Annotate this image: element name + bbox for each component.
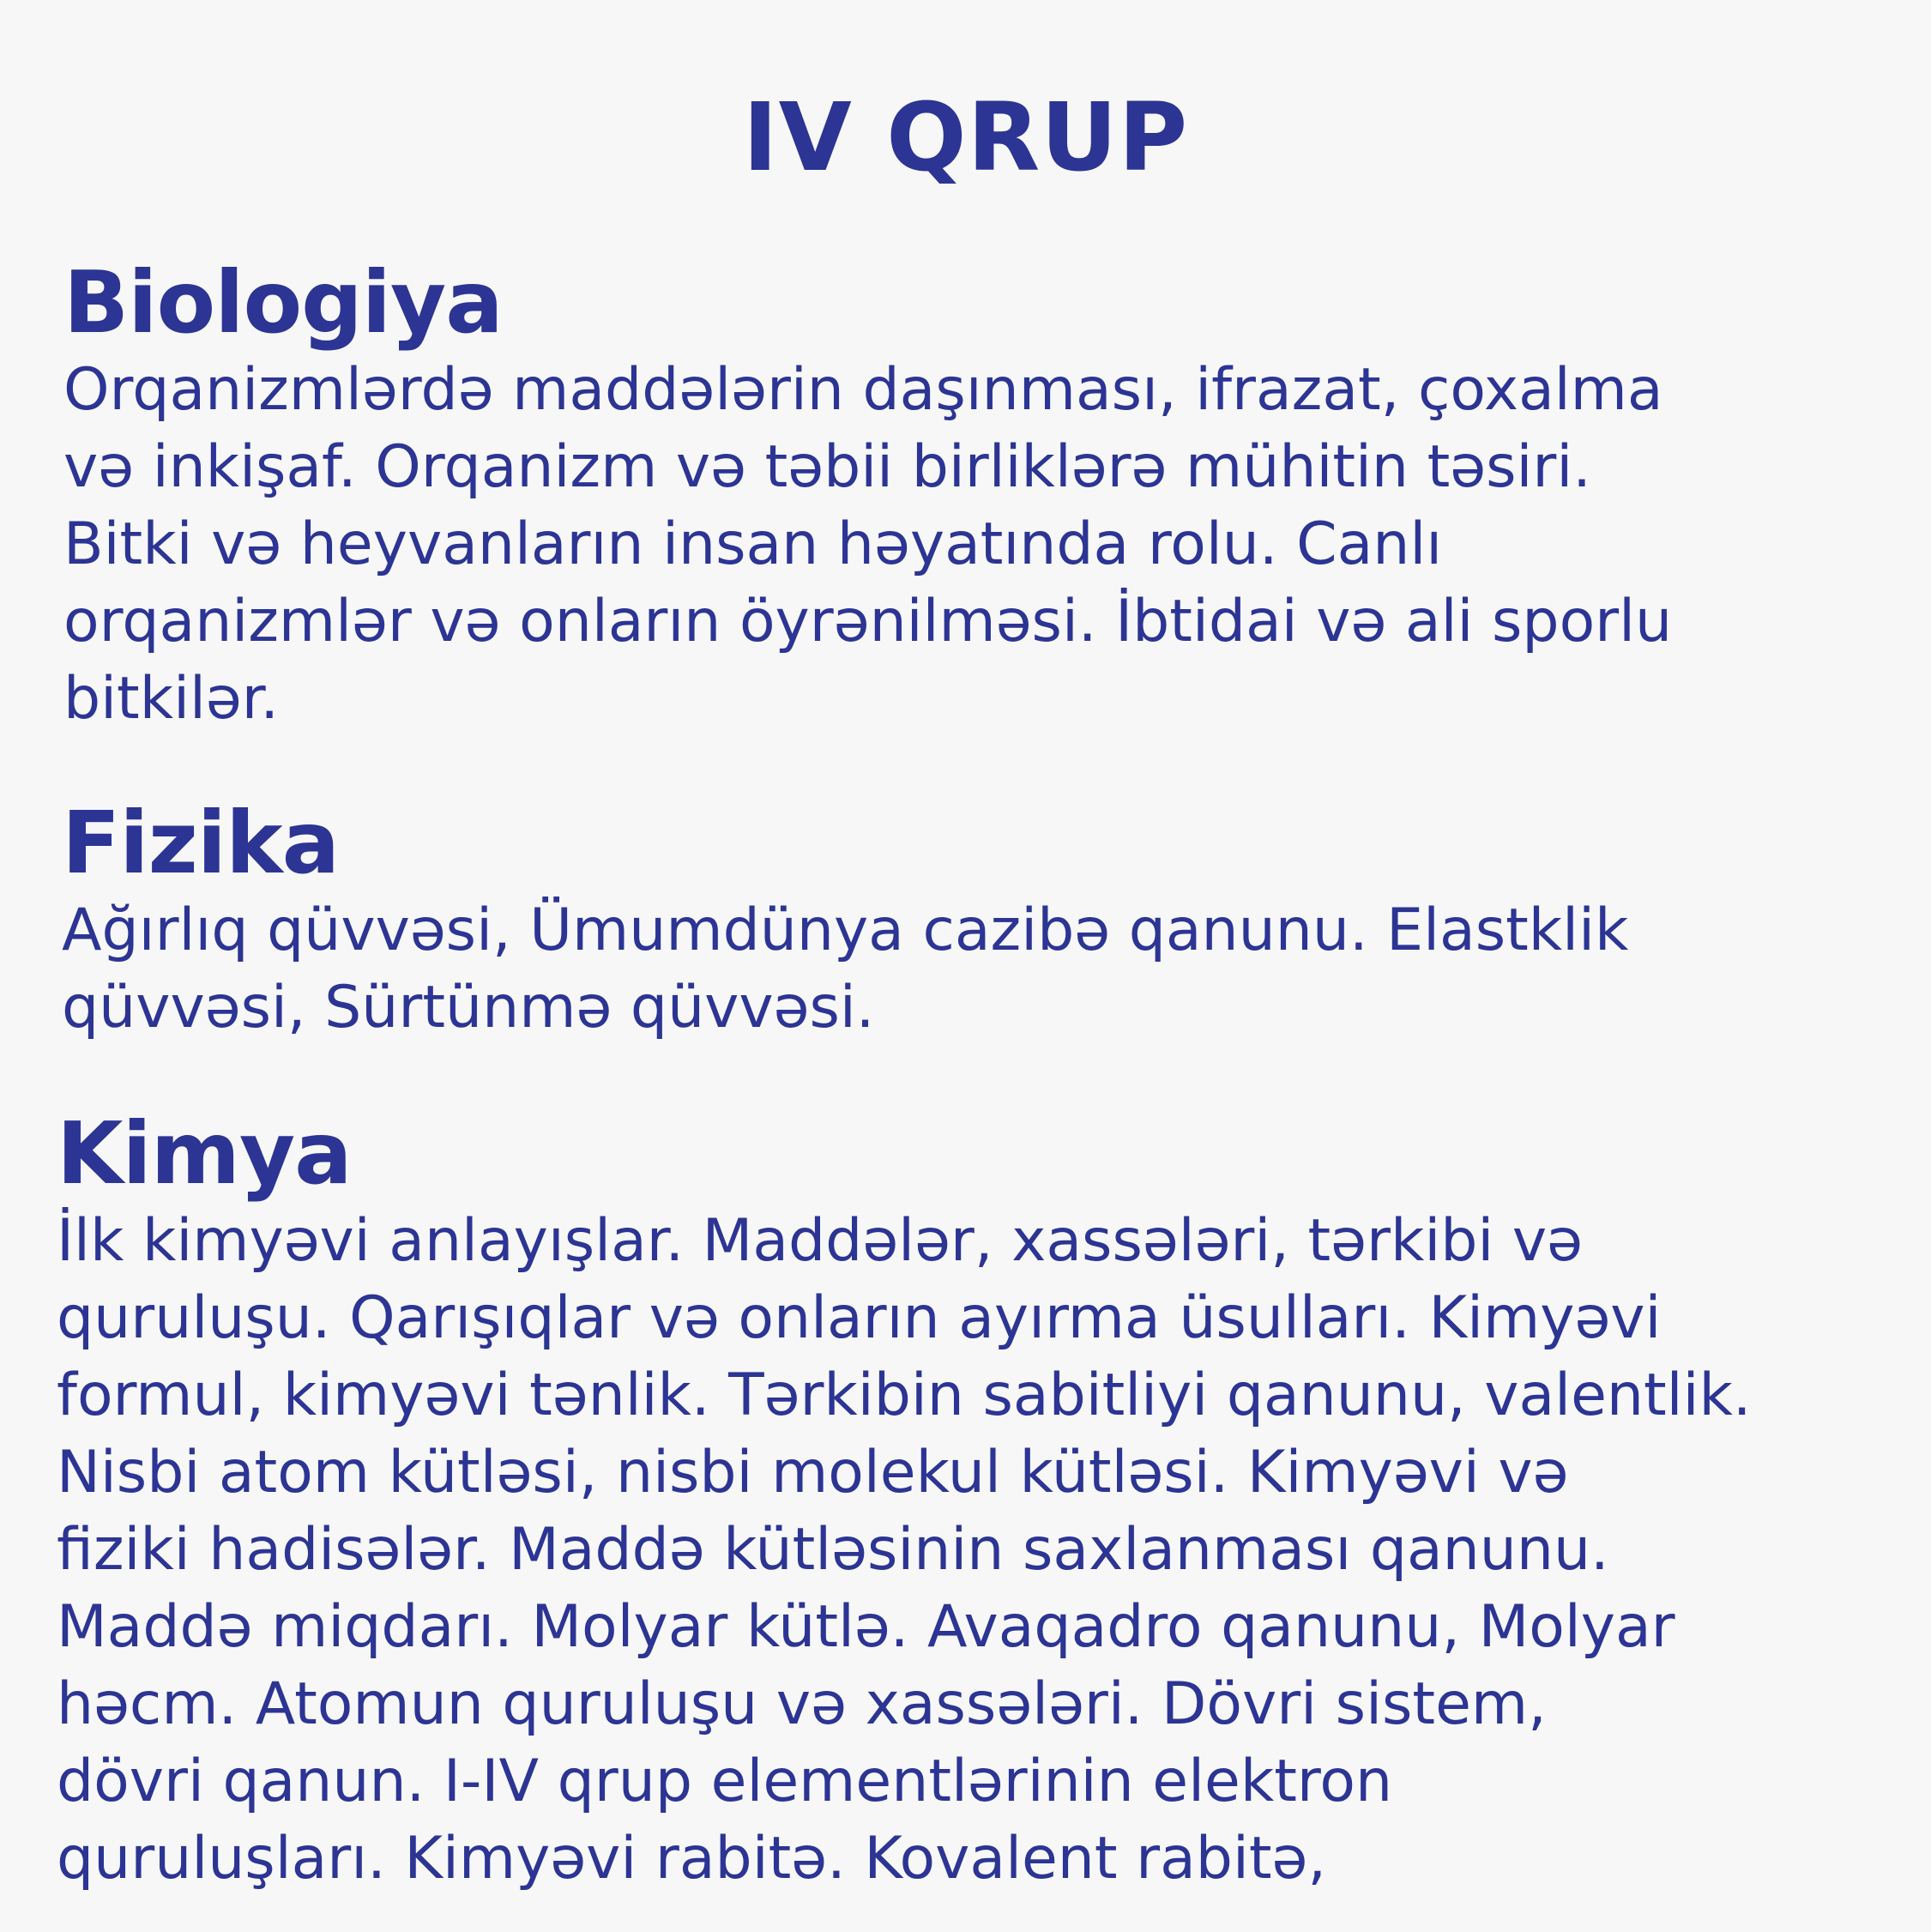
paragraph-line: Bitki və heyvanların insan həyatında rolu. Canlı xyxy=(63,510,1443,578)
section-paragraph xyxy=(63,352,1899,738)
paragraph-line: və inkişaf. Orqanizm və təbii birliklərə mühitin təsiri. xyxy=(63,433,1591,501)
page-title: IV QRUP xyxy=(742,82,1189,192)
section-fizika xyxy=(62,794,1898,1047)
paragraph-line: formul, kimyəvi tənlik. Tərkibin sabitliyi qanunu, valentlik. xyxy=(57,1361,1752,1429)
section-kimya xyxy=(57,1104,1892,1898)
paragraph-line: İlk kimyəvi anlayışlar. Maddələr, xassələri, tərkibi və xyxy=(57,1207,1583,1275)
paragraph-line: qüvvəsi, Sürtünmə qüvvəsi. xyxy=(62,974,875,1041)
section-heading: Kimya xyxy=(57,1103,352,1204)
paragraph-line: orqanizmlər və onların öyrənilməsi. İbtidai və ali sporlu xyxy=(63,588,1673,655)
paragraph-line: quruluşu. Qarışıqlar və onların ayırma üsulları. Kimyəvi xyxy=(57,1284,1662,1352)
paragraph-line: fiziki hadisələr. Maddə kütləsinin saxlanması qanunu. xyxy=(57,1516,1609,1584)
paragraph-line: Orqanizmlərdə maddələrin daşınması, ifrazat, çoxalma xyxy=(63,356,1663,424)
section-paragraph xyxy=(57,1203,1892,1898)
section-biologiya xyxy=(63,253,1899,738)
section-heading: Fizika xyxy=(62,793,340,893)
paragraph-line: bitkilər. xyxy=(63,665,280,733)
paragraph-line: həcm. Atomun quruluşu və xassələri. Dövri sistem, xyxy=(57,1670,1547,1738)
section-paragraph xyxy=(62,892,1898,1047)
section-heading: Biologiya xyxy=(63,252,503,353)
paragraph-line: quruluşları. Kimyəvi rabitə. Kovalent rabitə, xyxy=(57,1825,1326,1893)
paragraph-line: Maddə miqdarı. Molyar kütlə. Avaqadro qanunu, Molyar xyxy=(57,1593,1675,1661)
paragraph-line: dövri qanun. I-IV qrup elementlərinin elektron xyxy=(57,1748,1393,1815)
paragraph-line: Nisbi atom kütləsi, nisbi molekul kütləsi. Kimyəvi və xyxy=(57,1439,1569,1506)
paragraph-line: Ağırlıq qüvvəsi, Ümumdünya cazibə qanunu. Elastklik xyxy=(62,897,1629,964)
